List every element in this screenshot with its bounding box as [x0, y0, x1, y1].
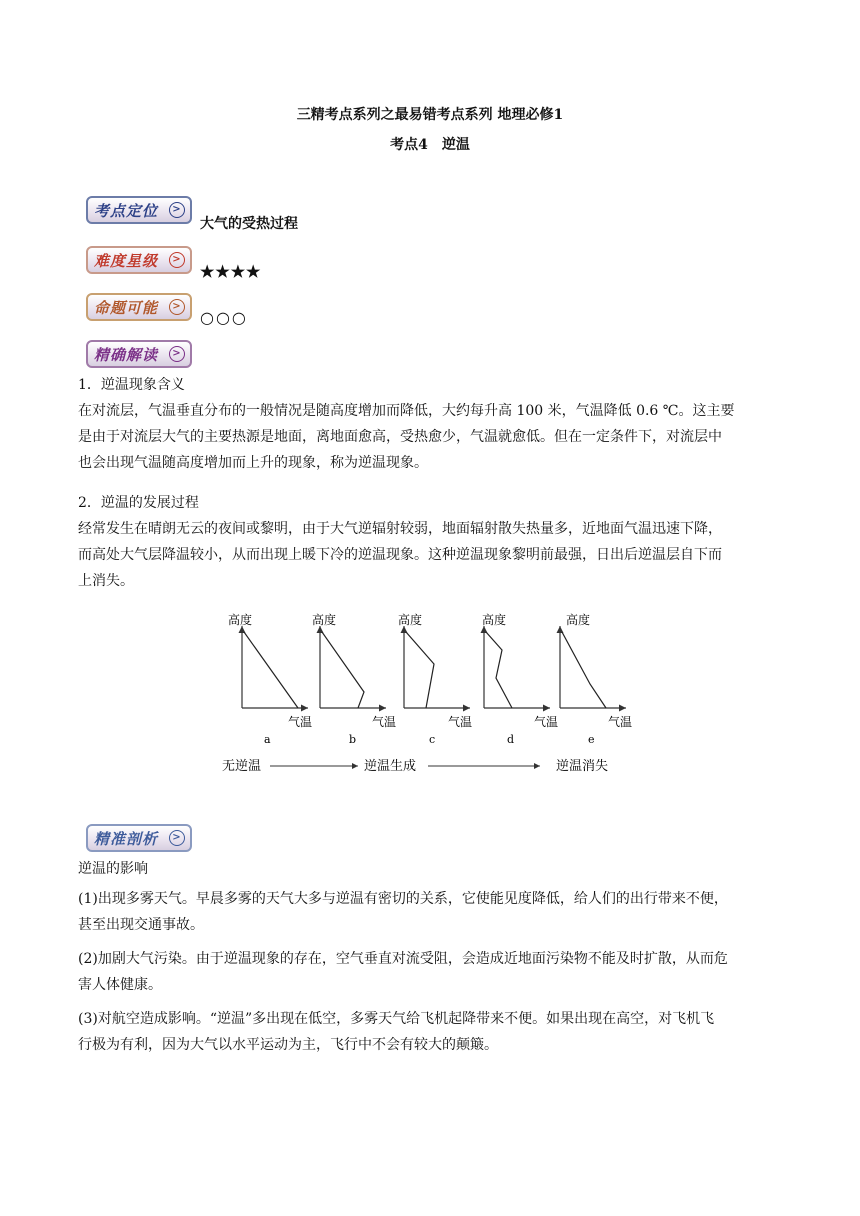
section2-line: 经常发生在晴朗无云的夜间或黎明，由于大气逆辐射较弱，地面辐射散失热量多，近地面气温迅速下降， [78, 521, 722, 537]
x-axis-label: 气温 [608, 715, 633, 729]
stage-label: 逆温消失 [556, 759, 609, 774]
badge-label: 难度星级 [94, 251, 159, 270]
y-axis-label: 高度 [398, 613, 423, 627]
temperature-profile [486, 632, 512, 708]
y-axis-label: 高度 [312, 613, 337, 627]
temperature-profile [322, 632, 364, 708]
section1-line: 在对流层，气温垂直分布的一般情况是随高度增加而降低，大约每升高 100 米，气温降低 0.6 ℃。这主要 [78, 403, 735, 419]
panel-b [312, 612, 396, 746]
badge-label: 精准剖析 [94, 829, 159, 848]
impact-line: 行极为有利，因为大气以水平运动为主，飞行中不会有较大的颠簸。 [78, 1037, 498, 1053]
badge-analysis [86, 824, 192, 852]
panel-label: c [429, 733, 436, 746]
panel-label: b [349, 733, 357, 746]
y-axis-label: 高度 [482, 613, 507, 627]
topic-text: 大气的受热过程 [200, 216, 298, 232]
temperature-profile [244, 632, 298, 708]
section1-line: 也会出现气温随高度增加而上升的现象，称为逆温现象。 [78, 455, 428, 471]
impact-line: (2)加剧大气污染。由于逆温现象的存在，空气垂直对流受阻，会造成近地面污染物不能及时扩散，从而危 [78, 951, 728, 967]
impact-line: 甚至出现交通事故。 [78, 917, 204, 933]
document-title: 三精考点系列之最易错考点系列 地理必修1 [296, 107, 564, 123]
arrow-right-icon: > [169, 299, 185, 315]
section3-heading: 逆温的影响 [78, 861, 148, 877]
arrow-right-icon: > [169, 346, 185, 362]
section2-heading: 2．逆温的发展过程 [78, 495, 199, 511]
panel-label: e [588, 733, 595, 746]
x-axis-label: 气温 [288, 715, 313, 729]
badge-label: 精确解读 [94, 345, 159, 364]
y-axis-label: 高度 [566, 613, 591, 627]
badge-probability [86, 293, 192, 321]
x-axis-label: 气温 [372, 715, 397, 729]
probability-rating: ○○○ [200, 308, 248, 327]
temperature-profile [562, 632, 606, 708]
arrow-right-icon: > [169, 830, 185, 846]
star-rating: ★★★★ [200, 262, 262, 281]
badge-label: 命题可能 [94, 298, 159, 317]
section2-line: 上消失。 [78, 573, 134, 589]
impact-line: 害人体健康。 [78, 977, 162, 993]
arrow-right-icon: > [169, 202, 185, 218]
badge-explain [86, 340, 192, 368]
badge-label: 考点定位 [94, 201, 159, 220]
stage-label: 逆温生成 [364, 759, 417, 774]
inversion-diagram [222, 606, 642, 786]
arrow-right-icon: > [169, 252, 185, 268]
x-axis-label: 气温 [448, 715, 473, 729]
section2-line: 而高处大气层降温较小，从而出现上暖下冷的逆温现象。这种逆温现象黎明前最强，日出后逆温层自下而 [78, 547, 722, 563]
impact-line: (1)出现多雾天气。早晨多雾的天气大多与逆温有密切的关系，它使能见度降低，给人们的出行带来不便， [78, 891, 728, 907]
panel-e [560, 612, 632, 746]
document-subtitle: 考点4 逆温 [390, 137, 470, 153]
temperature-profile [406, 632, 434, 708]
impact-line: (3)对航空造成影响。“逆温”多出现在低空，多雾天气给飞机起降带来不便。如果出现在高空，对飞机飞 [78, 1011, 715, 1027]
badge-locate [86, 196, 192, 224]
badge-difficulty [86, 246, 192, 274]
panel-c [398, 612, 472, 746]
panel-d [482, 612, 558, 746]
x-axis-label: 气温 [534, 715, 559, 729]
section1-line: 是由于对流层大气的主要热源是地面，离地面愈高，受热愈少，气温就愈低。但在一定条件下，对流层中 [78, 429, 722, 445]
section1-heading: 1．逆温现象含义 [78, 377, 185, 393]
panel-a [228, 612, 312, 746]
panel-label: d [507, 733, 515, 746]
panel-label: a [264, 733, 271, 746]
y-axis-label: 高度 [228, 613, 253, 627]
stage-label: 无逆温 [222, 759, 262, 774]
